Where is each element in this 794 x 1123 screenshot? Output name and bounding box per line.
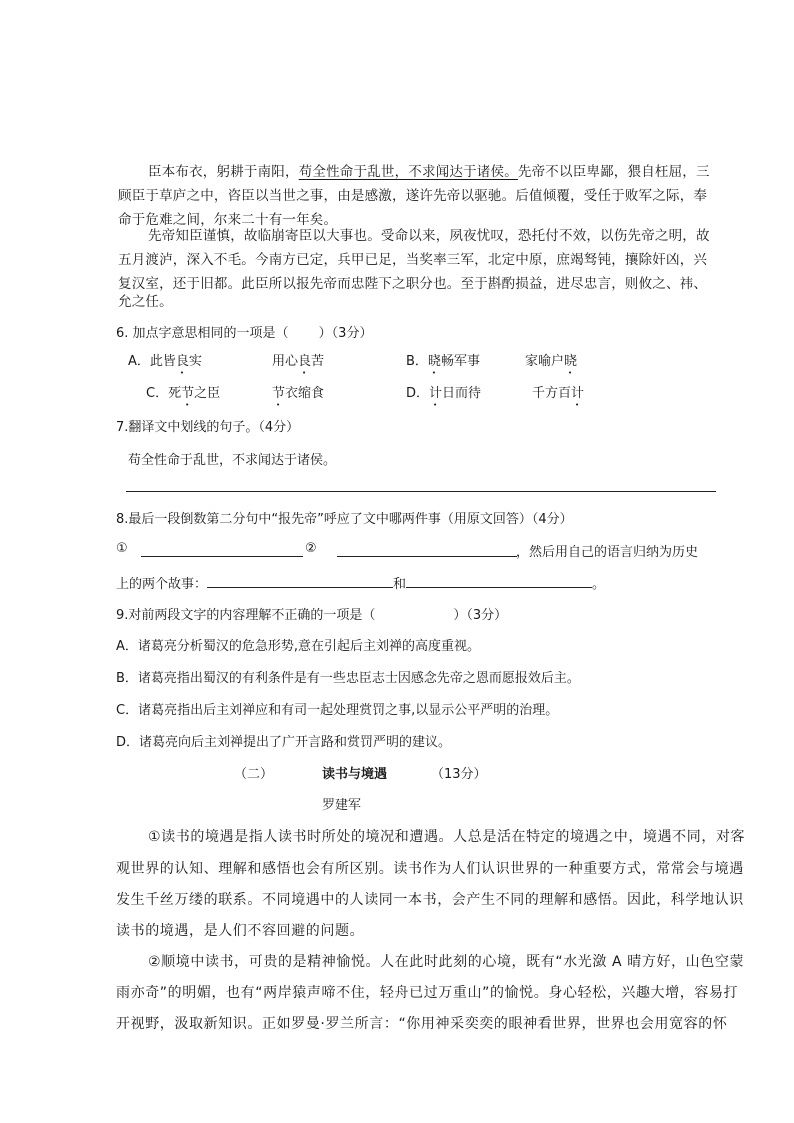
option-d[interactable]: D．计日而待 (406, 386, 482, 401)
answer-marker-1: ① (116, 541, 128, 556)
section-score: （13分） (431, 767, 487, 782)
answer-marker-2: ② (305, 541, 317, 556)
underlined-sentence: 苟全性命于乱世，不求闻达于诸侯。 (298, 164, 518, 180)
question-8-tail: ，然后用自己的语言归纳为历史 (516, 545, 699, 560)
article-author: 罗建军 (322, 798, 362, 813)
question-8-stem: 8.最后一段倒数第二分句中“报先帝”呼应了文中哪两件事（用原文回答）（4分） (116, 512, 573, 527)
q9-option-b[interactable]: B．诸葛亮指出蜀汉的有利条件是有一些忠臣志士因感念先帝之恩而愿报效后主。 (116, 671, 580, 686)
passage-line: 顾臣于草庐之中，咨臣以当世之事，由是感激，遂许先帝以驱驰。后值倾覆，受任于败军之际，奉 (118, 188, 708, 204)
section-number: （二） (234, 767, 274, 782)
answer-blank-1[interactable] (141, 556, 303, 557)
option-c[interactable]: C．死节之臣 (146, 386, 221, 401)
option-d-pair: 千方百计 (532, 386, 585, 401)
passage-line: 五月渡泸，深入不毛。今南方已定，兵甲已足，当奖率三军，北定中原，庶竭驽钝，攘除奸凶，兴 (118, 252, 708, 268)
option-b-pair: 家喻户晓 (525, 354, 578, 369)
question-8-line3: 上的两个故事： 和 。 (116, 573, 605, 592)
question-7-stem: 7.翻译文中划线的句子。（4分） (116, 420, 300, 435)
q9-option-d[interactable]: D．诸葛亮向后主刘禅提出了广开言路和赏罚严明的建议。 (116, 735, 452, 750)
answer-blank-2[interactable] (337, 556, 517, 557)
q9-option-c[interactable]: C．诸葛亮指出后主刘禅应和有司一起处理赏罚之事,以显示公平严明的治理。 (116, 703, 559, 718)
question-9-stem: 9.对前两段文字的内容理解不正确的一项是（ ）（3分） (116, 608, 508, 623)
essay-line: ①读书的境遇是指人读书时所处的境况和遭遇。人总是活在特定的境遇之中，境遇不同，对客 (148, 829, 746, 845)
passage-line (148, 160, 710, 180)
question-6-stem: 6. 加点字意思相同的一项是（ ）（3分） (116, 326, 373, 341)
option-b[interactable]: B．晓畅军事 (406, 354, 480, 369)
answer-line[interactable] (126, 491, 716, 492)
answer-blank-3[interactable] (207, 573, 393, 588)
essay-line: 观世界的认知、理解和感悟也会有所区别。读书作为人们认识世界的一种重要方式，常常会与境遇 (116, 861, 744, 877)
option-a-pair: 用心良苦 (272, 354, 325, 369)
passage-line: 复汉室，还于旧都。此臣所以报先帝而忠陛下之职分也。至于斟酌损益，进尽忠言，则攸之、祎、 (118, 276, 708, 292)
passage-line: 命于危难之间，尔来二十有一年矣。 (118, 212, 338, 228)
passage-text: 臣本布衣，躬耕于南阳， (148, 164, 299, 180)
essay-line: 读书的境遇，是人们不容回避的问题。 (116, 923, 365, 939)
passage-line: 允之任。 (118, 294, 173, 310)
essay-line: ②顺境中读书，可贵的是精神愉悦。人在此时此刻的心境，既有“水光潋 A 晴方好，山色空蒙 (148, 954, 745, 970)
q9-option-a[interactable]: A．诸葛亮分析蜀汉的危急形势,意在引起后主刘禅的高度重视。 (116, 639, 481, 654)
essay-line: 开视野，汲取新知识。正如罗曼·罗兰所言：“你用神采奕奕的眼神看世界，世界也会用宽容的怀 (116, 1016, 728, 1032)
passage-text: 先帝不以臣卑鄙，猥自枉屈，三 (517, 164, 710, 180)
passage-line: 先帝知臣谨慎，故临崩寄臣以大事也。受命以来，夙夜忧叹，恐托付不效，以伤先帝之明，故 (148, 228, 710, 244)
answer-blank-4[interactable] (406, 573, 592, 588)
option-c-pair: 节衣缩食 (272, 386, 325, 401)
section-title: 读书与境遇 (322, 767, 388, 782)
question-7-sentence: 苟全性命于乱世，不求闻达于诸侯。 (128, 453, 337, 468)
essay-line: 雨亦奇”的明媚，也有“两岸猿声啼不住，轻舟已过万重山”的愉悦。身心轻松，兴趣大增，容易打 (116, 985, 739, 1001)
essay-line: 发生千丝万缕的联系。不同境遇中的人读同一本书，会产生不同的理解和感悟。因此，科学地认识 (116, 892, 744, 908)
option-a[interactable]: A．此皆良实 (128, 354, 202, 369)
